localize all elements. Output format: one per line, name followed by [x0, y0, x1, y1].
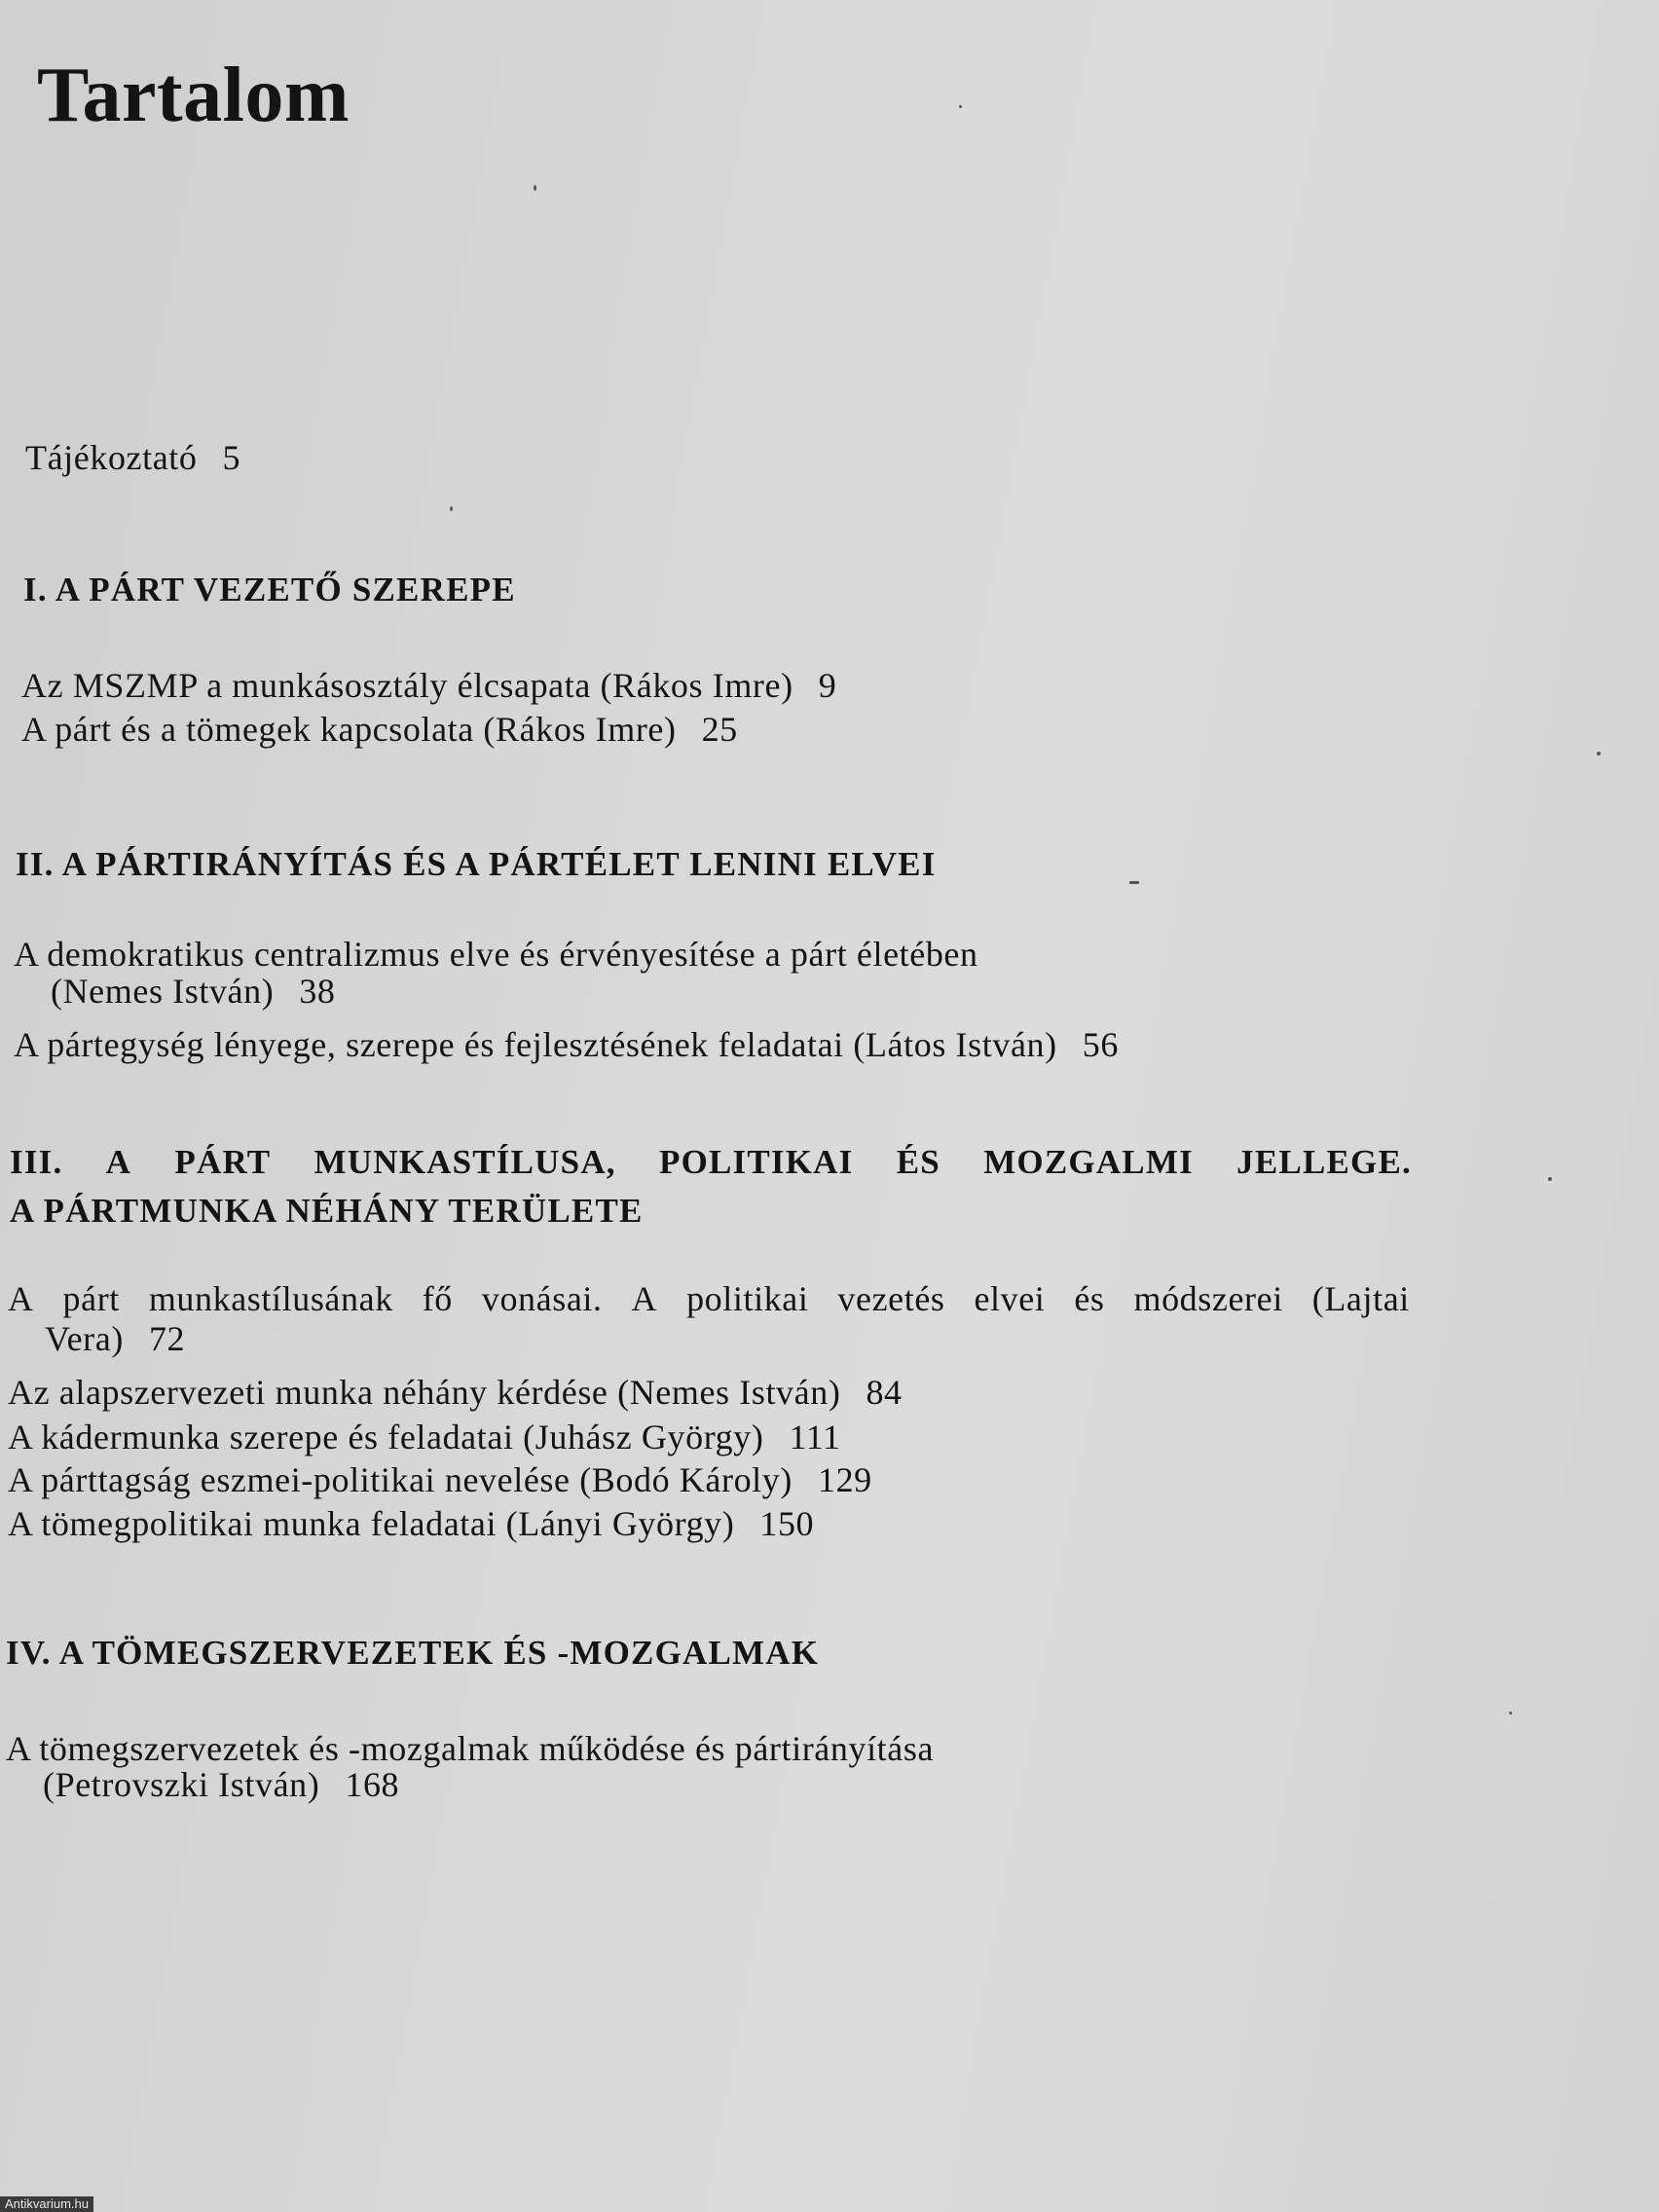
entry-word: és: [1074, 1279, 1105, 1318]
entry-word: vonásai.: [481, 1279, 603, 1318]
toc-entry: [14, 937, 978, 972]
toc-entry-continuation: [8, 1321, 185, 1356]
page-number: 38: [299, 972, 336, 1011]
entry-title: Az alapszervezeti munka néhány kérdése (Nemes István): [8, 1373, 841, 1412]
paper-speck: [1509, 1712, 1512, 1714]
section-heading-4: IV. A TÖMEGSZERVEZETEK ÉS -MOZGALMAK: [6, 1634, 820, 1672]
heading-word: JELLEGE.: [1236, 1143, 1412, 1181]
heading-word: MUNKASTÍLUSA,: [313, 1143, 616, 1181]
entry-word: A: [8, 1279, 34, 1318]
toc-entry-intro: [25, 440, 240, 475]
heading-word: ÉS: [896, 1143, 940, 1181]
section-heading-1: I. A PÁRT VEZETŐ SZEREPE: [23, 571, 516, 608]
toc-entry: [21, 668, 836, 703]
entry-word: politikai: [686, 1279, 809, 1318]
watermark: Antikvarium.hu: [0, 2196, 93, 2212]
entry-title: A pártegység lényege, szerepe és fejlesztésének feladatai (Látos István): [14, 1025, 1057, 1064]
page-number: 72: [148, 1319, 186, 1358]
toc-entry: [14, 1027, 1119, 1062]
paper-speck: [1597, 752, 1601, 756]
toc-entry: [21, 712, 738, 747]
entry-title: A tömegpolitikai munka feladatai (Lányi György): [8, 1504, 735, 1543]
heading-word: MOZGALMI: [983, 1143, 1194, 1181]
entry-title: A kádermunka szerepe és feladatai (Juhász György): [8, 1418, 764, 1456]
entry-word: munkastílusának: [148, 1279, 393, 1318]
toc-entry: [6, 1731, 934, 1766]
entry-word: A: [631, 1279, 658, 1318]
paper-speck: [959, 105, 962, 108]
toc-entry-continuation: [6, 1767, 399, 1802]
toc-entry: [8, 1419, 841, 1455]
paper-speck: [450, 506, 453, 511]
paper-speck: [1129, 881, 1139, 884]
page-number: 129: [817, 1460, 872, 1499]
section-heading-2: II. A PÁRTIRÁNYÍTÁS ÉS A PÁRTÉLET LENINI ELVEI: [16, 845, 937, 883]
toc-entry: [8, 1462, 872, 1497]
entry-title-cont: (Nemes István): [51, 972, 275, 1011]
page-number: 84: [866, 1373, 903, 1412]
page-number: 25: [701, 710, 738, 749]
entry-title-cont: Vera): [45, 1319, 124, 1358]
section-heading-3-line2: A PÁRTMUNKA NÉHÁNY TERÜLETE: [10, 1192, 644, 1230]
heading-word: A: [105, 1143, 132, 1181]
toc-entry: [8, 1506, 814, 1541]
toc-entry: [8, 1375, 903, 1410]
page-number: 5: [222, 438, 241, 477]
entry-word: vezetés: [837, 1279, 945, 1318]
page-number: 168: [345, 1765, 400, 1804]
entry-title-cont: (Petrovszki István): [43, 1765, 320, 1804]
heading-word: III.: [10, 1143, 63, 1181]
entry-word: elvei: [974, 1279, 1046, 1318]
paper-speck: [534, 185, 536, 191]
page-number: 150: [759, 1504, 815, 1543]
page-title: Tartalom: [37, 53, 350, 138]
entry-word: fő: [422, 1279, 453, 1318]
paper-speck: [1548, 1177, 1552, 1181]
entry-word: módszerei: [1133, 1279, 1283, 1318]
entry-word: párt: [62, 1279, 120, 1318]
entry-title: A tömegszervezetek és -mozgalmak működése és pártirányítása: [6, 1729, 935, 1768]
entry-word: (Lajtai: [1311, 1279, 1410, 1318]
entry-title: Az MSZMP a munkásosztály élcsapata (Rákos Imre): [21, 666, 793, 705]
page-number: 111: [789, 1418, 841, 1456]
section-heading-3: [10, 1145, 1412, 1179]
entry-title: A párttagság eszmei-politikai nevelése (Bodó Károly): [8, 1460, 793, 1499]
entry-title: A demokratikus centralizmus elve és érvényesítése a párt életében: [14, 935, 978, 974]
heading-word: PÁRT: [174, 1143, 272, 1181]
page-number: 9: [818, 666, 837, 705]
entry-title: Tájékoztató: [25, 438, 198, 477]
toc-entry: [8, 1281, 1410, 1316]
entry-title: A párt és a tömegek kapcsolata (Rákos Imre): [21, 710, 677, 749]
page-number: 56: [1082, 1025, 1119, 1064]
toc-entry-continuation: [14, 974, 336, 1009]
heading-word: POLITIKAI: [659, 1143, 854, 1181]
